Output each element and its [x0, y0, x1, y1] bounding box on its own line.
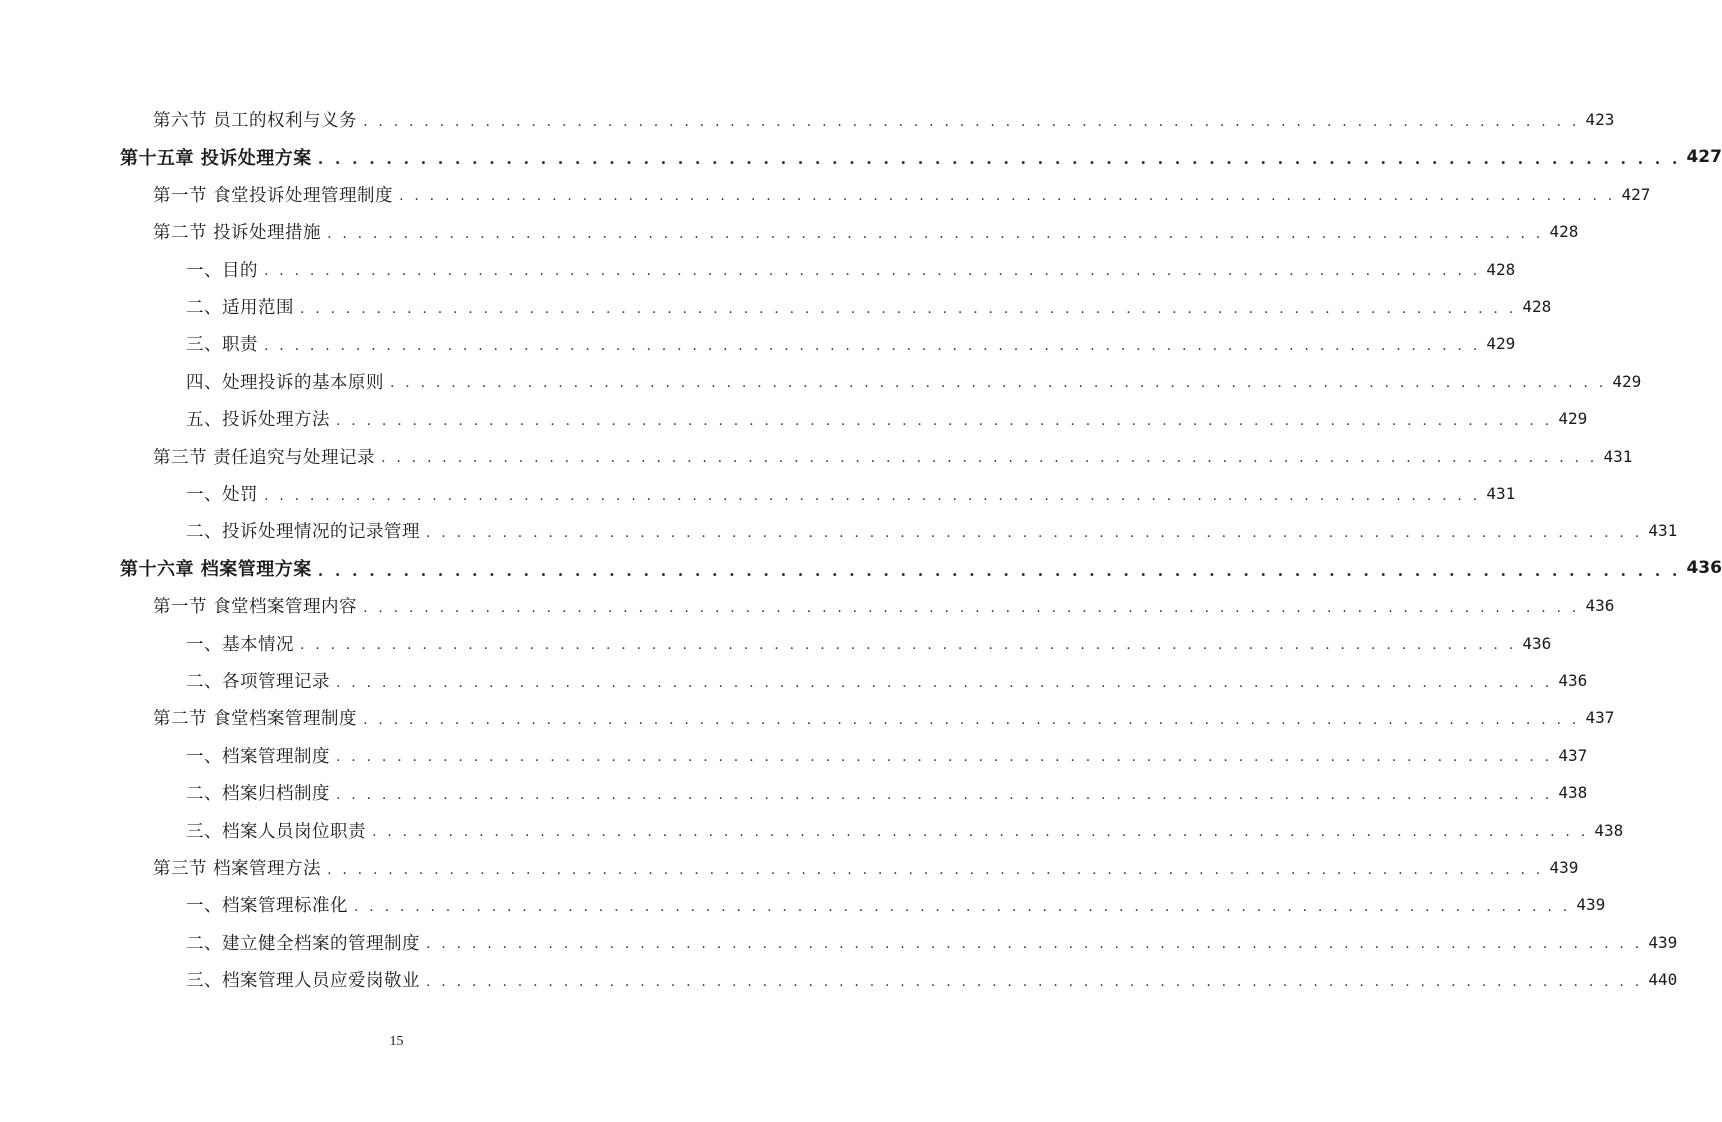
- toc-subsection-entry: [186, 961, 1678, 998]
- toc-dot-leader: . . . . . . . . . . . . . . . . . . . . . . . . . . . . . . . . . . . . . . . . . . . . . . . . . . . . . . . . . . . . . . . . . . . . . . . . . . . . . . . .: [399, 188, 1616, 205]
- toc-entry-page: 439: [1549, 858, 1579, 877]
- toc-entry-page: 437: [1585, 708, 1615, 728]
- toc-dot-leader: . . . . . . . . . . . . . . . . . . . . . . . . . . . . . . . . . . . . . . . . . . . . . . . . . . . . . . . . . . . . . . . . . . . . . . . . . . . . . . . .: [381, 450, 1598, 467]
- toc-subsection-entry: [186, 288, 1552, 325]
- toc-entry-page: 440: [1648, 970, 1678, 990]
- toc-subsection-entry: [186, 251, 1516, 288]
- toc-dot-leader: . . . . . . . . . . . . . . . . . . . . . . . . . . . . . . . . . . . . . . . . . . . . . . . . . . . . . . . . . . . . . . . . . . . . . . . . . . . . . . . .: [336, 412, 1553, 429]
- toc-entry-page: 431: [1648, 521, 1678, 541]
- toc-entry-label: 一、基本情况: [186, 634, 294, 655]
- toc-dot-leader: . . . . . . . . . . . . . . . . . . . . . . . . . . . . . . . . . . . . . . . . . . . . . . . . . . . . . . . . . . . . . . . . . . . . . . . . . . . . . . . .: [426, 524, 1643, 541]
- toc-section-entry: [153, 213, 1579, 250]
- toc-dot-leader: . . . . . . . . . . . . . . . . . . . . . . . . . . . . . . . . . . . . . . . . . . . . . . . . . . . . . . . . . . . . . . . . . . . . . . . . . . . . . . . .: [264, 337, 1481, 354]
- toc-entry-label: 第六节 员工的权利与义务: [153, 111, 358, 131]
- toc-dot-leader: . . . . . . . . . . . . . . . . . . . . . . . . . . . . . . . . . . . . . . . . . . . . . . . . . . . . . . . . . . . . . . . . . . . . . . . . . . . . . . . .: [363, 113, 1580, 130]
- toc-entry-page: 436: [1585, 596, 1615, 616]
- toc-entry-page: 437: [1558, 745, 1588, 765]
- toc-dot-leader: . . . . . . . . . . . . . . . . . . . . . . . . . . . . . . . . . . . . . . . . . . . . . . . . . . . . . . . . . . . . . . . . . . . . . . . . . . . . . . . .: [300, 637, 1517, 654]
- toc-dot-leader: . . . . . . . . . . . . . . . . . . . . . . . . . . . . . . . . . . . . . . . . . . . . . . . . . . . . . . . . . . . . . . . . . . . . . . . . . . . . . . . .: [264, 487, 1481, 504]
- toc-entry-label: 第二节 食堂档案管理制度: [153, 709, 358, 730]
- toc-subsection-entry: [186, 400, 1588, 437]
- toc-entry-label: 二、各项管理记录: [186, 672, 330, 692]
- toc-dot-leader: . . . . . . . . . . . . . . . . . . . . . . . . . . . . . . . . . . . . . . . . . . . . . . . . . . . . . . . . . . . . . . . . . . . . . . . . . . . . . . . .: [317, 560, 1681, 580]
- toc-dot-leader: . . . . . . . . . . . . . . . . . . . . . . . . . . . . . . . . . . . . . . . . . . . . . . . . . . . . . . . . . . . . . . . . . . . . . . . . . . . . . . . .: [390, 375, 1607, 392]
- toc-entry-label: 三、职责: [186, 335, 258, 356]
- toc-entry-label: 四、处理投诉的基本原则: [186, 372, 384, 393]
- toc-entry-page: 431: [1603, 446, 1633, 466]
- toc-section-entry: [153, 849, 1579, 886]
- toc-dot-leader: . . . . . . . . . . . . . . . . . . . . . . . . . . . . . . . . . . . . . . . . . . . . . . . . . . . . . . . . . . . . . . . . . . . . . . . . . . . . . . . .: [327, 861, 1544, 878]
- toc-dot-leader: . . . . . . . . . . . . . . . . . . . . . . . . . . . . . . . . . . . . . . . . . . . . . . . . . . . . . . . . . . . . . . . . . . . . . . . . . . . . . . . .: [336, 674, 1553, 691]
- toc-subsection-entry: [186, 363, 1642, 400]
- toc-dot-leader: . . . . . . . . . . . . . . . . . . . . . . . . . . . . . . . . . . . . . . . . . . . . . . . . . . . . . . . . . . . . . . . . . . . . . . . . . . . . . . . .: [317, 149, 1681, 169]
- toc-entry-page: 428: [1549, 222, 1579, 242]
- toc-dot-leader: . . . . . . . . . . . . . . . . . . . . . . . . . . . . . . . . . . . . . . . . . . . . . . . . . . . . . . . . . . . . . . . . . . . . . . . . . . . . . . . .: [336, 749, 1553, 766]
- toc-entry-page: 439: [1648, 932, 1678, 952]
- toc-entry-page: 438: [1558, 783, 1588, 803]
- toc-entry-label: 第三节 责任追究与处理记录: [153, 447, 376, 468]
- toc-subsection-entry: [186, 886, 1606, 923]
- toc-entry-label: 第一节 食堂投诉处理管理制度: [153, 185, 394, 206]
- toc-entry-page: 428: [1486, 259, 1516, 279]
- toc-entry-label: 一、处罚: [186, 485, 258, 505]
- toc-entry-page: 427: [1621, 184, 1651, 204]
- toc-entry-label: 二、建立健全档案的管理制度: [186, 933, 420, 954]
- toc-entry-label: 第三节 档案管理方法: [153, 859, 322, 879]
- toc-entry-page: 423: [1585, 110, 1615, 129]
- toc-subsection-entry: [186, 774, 1588, 811]
- toc-section-entry: [153, 101, 1615, 138]
- toc-section-entry: [153, 587, 1615, 624]
- toc-entry-page: 438: [1594, 820, 1624, 840]
- toc-dot-leader: . . . . . . . . . . . . . . . . . . . . . . . . . . . . . . . . . . . . . . . . . . . . . . . . . . . . . . . . . . . . . . . . . . . . . . . . . . . . . . . .: [327, 225, 1544, 242]
- toc-entry-label: 一、档案管理制度: [186, 746, 330, 767]
- toc-entry-page: 436: [1558, 671, 1588, 690]
- toc-subsection-entry: [186, 924, 1678, 961]
- toc-dot-leader: . . . . . . . . . . . . . . . . . . . . . . . . . . . . . . . . . . . . . . . . . . . . . . . . . . . . . . . . . . . . . . . . . . . . . . . . . . . . . . . .: [300, 300, 1517, 317]
- toc-entry-label: 五、投诉处理方法: [186, 410, 330, 431]
- toc-section-entry: [153, 699, 1615, 736]
- toc-dot-leader: . . . . . . . . . . . . . . . . . . . . . . . . . . . . . . . . . . . . . . . . . . . . . . . . . . . . . . . . . . . . . . . . . . . . . . . . . . . . . . . .: [363, 711, 1580, 728]
- toc-dot-leader: . . . . . . . . . . . . . . . . . . . . . . . . . . . . . . . . . . . . . . . . . . . . . . . . . . . . . . . . . . . . . . . . . . . . . . . . . . . . . . . .: [354, 898, 1571, 915]
- toc-entry-page: 439: [1576, 895, 1606, 915]
- toc-entry-page: 429: [1612, 371, 1642, 391]
- toc-entry-label: 第二节 投诉处理措施: [153, 223, 322, 244]
- toc-subsection-entry: [186, 662, 1588, 699]
- toc-entry-label: 三、档案管理人员应爱岗敬业: [186, 971, 420, 992]
- toc-entry-label: 一、档案管理标准化: [186, 896, 348, 917]
- toc-entry-label: 第十六章 档案管理方案: [120, 559, 312, 581]
- toc-entry-page: 431: [1486, 484, 1516, 503]
- toc-entry-label: 第一节 食堂档案管理内容: [153, 597, 358, 618]
- toc-subsection-entry: [186, 812, 1624, 849]
- toc-entry-label: 第十五章 投诉处理方案: [120, 147, 312, 169]
- toc-entry-label: 二、档案归档制度: [186, 784, 330, 805]
- toc-subsection-entry: [186, 625, 1552, 662]
- page-number: 15: [389, 1034, 404, 1049]
- toc-dot-leader: . . . . . . . . . . . . . . . . . . . . . . . . . . . . . . . . . . . . . . . . . . . . . . . . . . . . . . . . . . . . . . . . . . . . . . . . . . . . . . . .: [426, 936, 1643, 953]
- toc-dot-leader: . . . . . . . . . . . . . . . . . . . . . . . . . . . . . . . . . . . . . . . . . . . . . . . . . . . . . . . . . . . . . . . . . . . . . . . . . . . . . . . .: [363, 599, 1580, 616]
- toc-entry-label: 一、目的: [186, 260, 258, 281]
- toc-subsection-entry: [186, 325, 1516, 362]
- toc-entry-page: 427: [1686, 146, 1722, 167]
- toc-entry-label: 三、档案人员岗位职责: [186, 821, 366, 842]
- toc-entry-label: 二、适用范围: [186, 298, 294, 318]
- toc-entry-page: 429: [1558, 409, 1588, 429]
- toc-dot-leader: . . . . . . . . . . . . . . . . . . . . . . . . . . . . . . . . . . . . . . . . . . . . . . . . . . . . . . . . . . . . . . . . . . . . . . . . . . . . . . . .: [336, 786, 1553, 803]
- toc-subsection-entry: [186, 475, 1516, 512]
- toc-subsection-entry: [186, 737, 1588, 774]
- toc-section-entry: [153, 176, 1651, 213]
- toc-entry-page: 436: [1686, 558, 1722, 579]
- toc-section-entry: [153, 438, 1633, 475]
- toc-subsection-entry: [186, 512, 1678, 549]
- toc-entry-page: 436: [1522, 633, 1552, 653]
- toc-entry-page: 428: [1522, 297, 1552, 316]
- toc-chapter-entry: [120, 138, 1722, 175]
- toc-entry-page: 429: [1486, 334, 1516, 354]
- toc-dot-leader: . . . . . . . . . . . . . . . . . . . . . . . . . . . . . . . . . . . . . . . . . . . . . . . . . . . . . . . . . . . . . . . . . . . . . . . . . . . . . . . .: [264, 263, 1481, 280]
- toc-chapter-entry: [120, 550, 1722, 587]
- toc-entry-label: 二、投诉处理情况的记录管理: [186, 522, 420, 543]
- toc-dot-leader: . . . . . . . . . . . . . . . . . . . . . . . . . . . . . . . . . . . . . . . . . . . . . . . . . . . . . . . . . . . . . . . . . . . . . . . . . . . . . . . .: [372, 824, 1589, 841]
- toc-dot-leader: . . . . . . . . . . . . . . . . . . . . . . . . . . . . . . . . . . . . . . . . . . . . . . . . . . . . . . . . . . . . . . . . . . . . . . . . . . . . . . . .: [426, 973, 1643, 990]
